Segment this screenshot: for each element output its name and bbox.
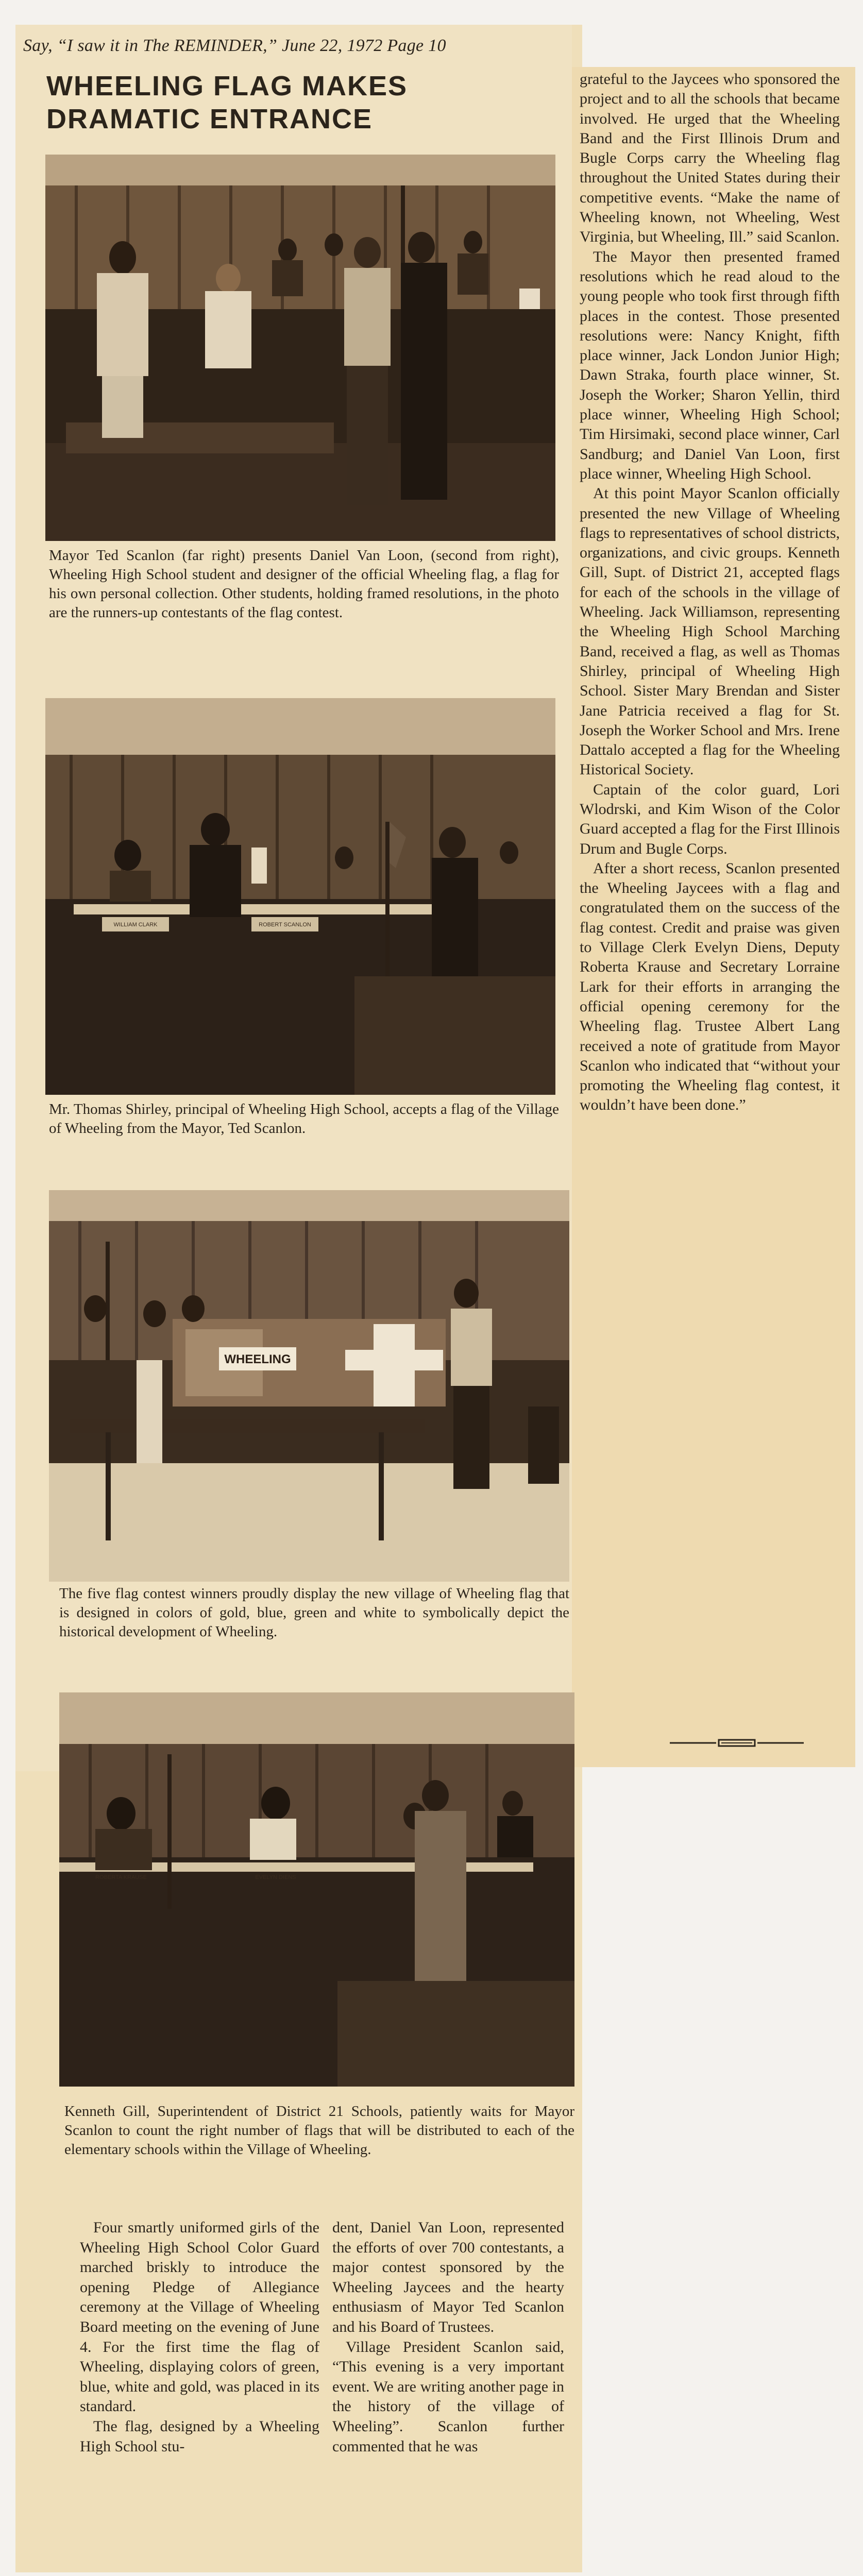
photo-contest-winners-with-flag xyxy=(49,1190,569,1582)
article-paragraph: The flag, designed by a Wheeling High School stu- xyxy=(80,2417,319,2455)
article-column-middle xyxy=(332,2218,564,2456)
photo-kenneth-gill-waits xyxy=(59,1692,574,2087)
article-paragraph: The Mayor then presented framed resolutions which he read aloud to the young people who took first through fifth places in the contest. Those presented resolutions were: Nancy Knight, fifth place winner, Jack London Junior High; Dawn Straka, fourth place winner, St. Joseph the Worker; Sharon Yellin, third place winner, Wheeling High School; Tim Hirsimaki, second place winner, Carl Sandburg; and Daniel Van Loon, first place winner, Wheeling High School. xyxy=(580,248,840,482)
article-column-left xyxy=(80,2218,319,2456)
article-paragraph: At this point Mayor Scanlon officially presented the new Village of Wheeling flags to representatives of school districts, organizations, and civic groups. Kenneth Gill, Supt. of District 21, accepted flags for each of the schools in the village of Wheeling. Jack Williamson, representing the Wheeling High School Marching Band, received a flag, as well as Thomas Shirley, principal of Wheeling High School. Sister Mary Brendan and Sister Jane Patricia received a flag for St. Joseph the Worker School and Mrs. Irene Dattalo accepted a flag for the Wheeling Historical Society. xyxy=(580,485,840,778)
desk-nameplate: ROBERT SCANLON xyxy=(259,922,311,928)
photo-shirley-accepts-flag xyxy=(45,698,555,1095)
article-paragraph: grateful to the Jaycees who sponsored the project and to all the schools that became involved. He urged that the Wheeling Band and the First Illinois Drum and Bugle Corps carry the Wheeling flag throughout the United States during their competitive events. “Make the name of Wheeling known, not Wheeling, West Virginia, but Wheeling, Ill.” said Scanlon. xyxy=(580,71,840,246)
article-paragraph: Village President Scanlon said, “This evening is a very important event. We are writing another page in the history of the village of Wheeling”. Scanlon further commented that he was xyxy=(332,2338,564,2455)
headline xyxy=(46,70,562,135)
desk-nameplate: EVELYN DIENS xyxy=(255,1874,296,1880)
article-paragraph: dent, Daniel Van Loon, represented the efforts of over 700 contestants, a major contest sponsored by the Wheeling Jaycees and the hearty enthusiasm of Mayor Ted Scanlon and his Board of Trustees. xyxy=(332,2219,564,2335)
desk-nameplate: ROBERTA KRAUSE xyxy=(95,1874,147,1880)
photo-4-caption: Kenneth Gill, Superintendent of District 21 Schools, patiently waits for Mayor Scanlon to count the right number of flags that will be distributed to each of the elementary schools within the Village of Wheeling. xyxy=(64,2103,574,2158)
article-paragraph: Captain of the color guard, Lori Wlodrski, and Kim Wison of the Color Guard accepted a flag for the First Illinois Drum and Bugle Corps. xyxy=(580,781,840,857)
masthead: Say, “I saw it in The REMINDER,” June 22, 1972 Page 10 xyxy=(23,36,446,55)
article-paragraph: Four smartly uniformed girls of the Wheeling High School Color Guard marched briskly to introduce the opening Pledge of Allegiance ceremony at the Village of Wheeling Board meeting on the evening of June 4. For the first time the flag of Wheeling, displaying colors of green, blue, white and gold, was placed in its standard. xyxy=(80,2219,319,2415)
headline-line-2: DRAMATIC ENTRANCE xyxy=(46,104,373,134)
photo-2-caption: Mr. Thomas Shirley, principal of Wheeling High School, accepts a flag of the Village of Wheeling from the Mayor, Ted Scanlon. xyxy=(49,1101,559,1137)
end-of-article-ornament xyxy=(670,1739,804,1747)
article-paragraph: After a short recess, Scanlon presented the Wheeling Jaycees with a flag and congratulated them on the success of the flag contest. Credit and praise was given to Village Clerk Evelyn Diens, Deputy Roberta Krause and Secretary Lorraine Lark for their efforts in arranging the official opening ceremony for the Wheeling flag. Trustee Albert Lang received a note of gratitude from Mayor Scanlon who indicated that “without your promoting the Wheeling flag contest, it wouldn’t have been done.” xyxy=(580,859,840,1114)
desk-nameplate: WILLIAM CLARK xyxy=(113,922,158,928)
article-column-right xyxy=(580,70,840,1115)
flag-wheeling-text: WHEELING xyxy=(224,1352,291,1366)
photo-1-caption: Mayor Ted Scanlon (far right) presents Daniel Van Loon, (second from right), Wheeling High School student and designer of the official Wheeling flag, a flag for his own personal collection. Other students, holding framed resolutions, in the photo are the runners-up contestants of the flag contest. xyxy=(49,547,559,621)
photo-mayor-presents-flag xyxy=(45,155,555,541)
photo-3-caption: The five flag contest winners proudly display the new village of Wheeling flag that is designed in colors of gold, blue, green and white to symbolically depict the historical development of Wheeling. xyxy=(59,1585,569,1640)
headline-line-1: WHEELING FLAG MAKES xyxy=(46,71,408,101)
